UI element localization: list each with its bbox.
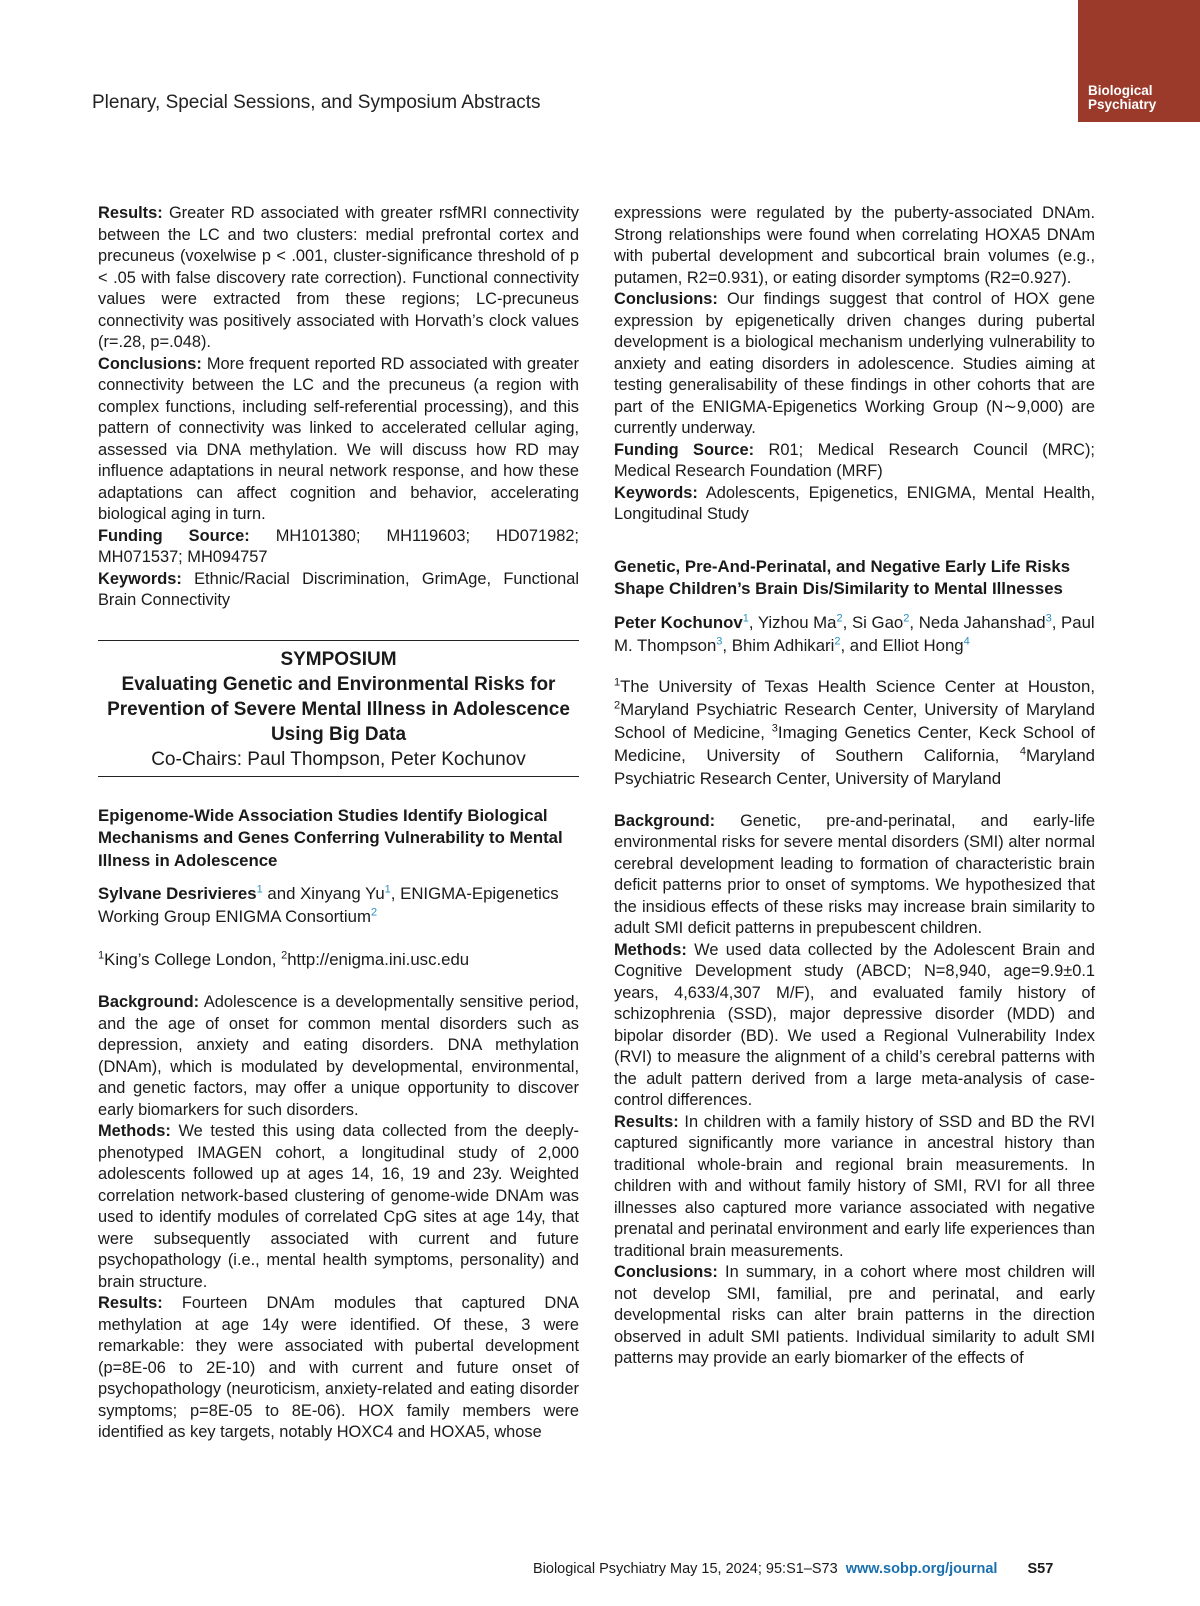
author-name: , Paul M. Thompson [614, 612, 1095, 655]
results-label: Results: [614, 1112, 679, 1131]
affil-sup: 1 [614, 675, 621, 688]
conclusions-text: More frequent reported RD associated with greater connectivity between the LC and the precuneus (a region with complex functions, including self-referential processing), and this pattern of connectivity was linked to accelerated cellular aging, assessed via DNA methylation. We will discuss how RD may influence adaptations in neural network response, and how these adaptations can affect cognition and behavior, accelerating biological aging in turn. [98, 354, 579, 523]
author-sup: 1 [742, 611, 749, 624]
author-name: , Yizhou Ma [748, 612, 837, 632]
results-paragraph [98, 1293, 579, 1444]
background-text: Adolescence is a developmentally sensitive period, and the age of onset for common mental disorders such as depression, anxiety and eating disorders. DNA methylation (DNAm), which is modulated by developmental, environmental, and genetic factors, may offer a unique opportunity to discover early biomarkers for such disorders. [98, 993, 579, 1119]
conclusions-text: In summary, in a cohort where most children will not develop SMI, familial, pre and perinatal, and early developmental risks can alter brain patterns in the direction observed in adult SMI patients. Individual similarity to adult SMI patterns may provide an early biomarker of the effects of [614, 1263, 1095, 1367]
author-group: , ENIGMA-Epigenetics Working Group ENIGMA Consortium [98, 884, 559, 926]
author-name: , Neda Jahanshad [909, 612, 1046, 632]
methods-label: Methods: [98, 1122, 171, 1140]
conclusions-paragraph [614, 1262, 1095, 1370]
author-list [614, 611, 1095, 657]
funding-label: Funding Source: [614, 440, 755, 459]
affil-text: http://enigma.ini.usc.edu [287, 950, 470, 969]
footer-citation: Biological Psychiatry May 15, 2024; 95:S1–S73 [533, 1561, 838, 1577]
author-sup: 4 [963, 634, 970, 647]
results-text: Greater RD associated with greater rsfMRI connectivity between the LC and two clusters: medial prefrontal cortex and precuneus (voxelwise p < .001, cluster-significance threshold of p < .05 with false discovery rate correction). Functional connectivity values were extracted from these regions; LC-precuneus connectivity was positively associated with Horvath’s clock values (r=.28, p=.048). [98, 204, 580, 351]
background-label: Background: [614, 811, 716, 830]
affil-text: Maryland Psychiatric Research Center, University of Maryland [614, 745, 1095, 788]
funding-text: MH101380; MH119603; HD071982; MH071537; MH094757 [98, 526, 579, 566]
journal-tab-line2: Psychiatry [1088, 97, 1157, 112]
abstract-title: Genetic, Pre-And-Perinatal, and Negative Early Life Risks Shape Children’s Brain Dis/Similarity to Mental Illnesses [614, 556, 1071, 598]
abstract-body [98, 992, 579, 1444]
author-name: , and Elliot Hong [840, 635, 964, 655]
methods-paragraph [614, 940, 1095, 1112]
symposium-chairs: Co-Chairs: Paul Thompson, Peter Kochunov [151, 748, 526, 770]
author-name: , Si Gao [842, 612, 904, 632]
affil-sup: 3 [771, 721, 778, 734]
funding-label: Funding Source: [98, 526, 250, 545]
results-text: In children with a family history of SSD and BD the RVI captured significantly more variance in ancestral history than traditional whole-brain and regional brain measurements. In children with and without family history of SMI, RVI for all three illnesses also captured more variance associated with negative prenatal and perinatal environment and early life experiences than traditional brain measurements. [614, 1112, 1095, 1260]
background-label: Background: [98, 993, 200, 1011]
author-sup: 2 [836, 611, 843, 624]
methods-label: Methods: [614, 940, 687, 959]
background-paragraph [98, 992, 579, 1121]
affil-sup: 2 [614, 698, 621, 711]
author-sup: 3 [716, 634, 723, 647]
conclusions-label: Conclusions: [614, 290, 718, 308]
affiliations [614, 675, 1095, 790]
keywords-label: Keywords: [98, 569, 182, 588]
right-column [614, 203, 1095, 1370]
conclusions-label: Conclusions: [98, 354, 202, 373]
author-name: Xinyang Yu [300, 884, 385, 903]
author-list [98, 882, 579, 928]
page-number: S57 [1027, 1561, 1054, 1577]
affil-text: Maryland Psychiatric Research Center, University of Maryland School of Medicine, [614, 699, 1095, 742]
running-head: Plenary, Special Sessions, and Symposium Abstracts [92, 92, 541, 113]
page-footer [533, 1561, 1053, 1577]
results-text: Fourteen DNAm modules that captured DNA methylation at age 14y were identified. Of these, 3 were remarkable: they were associated with pubertal development (p=8E-06 to 2E-10) and with current and future onset of psychopathology (neuroticism, anxiety-related and eating disorder symptoms; p=8E-05 to 8E-06). HOX family members were identified as key targets, notably HOXC4 and HOXA5, whose [98, 1294, 579, 1441]
keywords-text: Adolescents, Epigenetics, ENIGMA, Mental Health, Longitudinal Study [614, 483, 1095, 523]
methods-text: We tested this using data collected from the deeply-phenotyped IMAGEN cohort, a longitudinal study of 2,000 adolescents followed up at ages 14, 16, 19 and 23y. Weighted correlation network-based clustering of genome-wide DNAm was used to identify modules of correlated CpG sites at age 14y, that were subsequently associated with current and future psychopathology (i.e., mental health symptoms, personality) and brain structure. [98, 1122, 579, 1291]
results-paragraph [614, 1112, 1095, 1263]
affiliations [98, 948, 579, 971]
results-paragraph [98, 203, 579, 354]
author-name: Peter Kochunov [614, 612, 743, 632]
affil-sup: 4 [1019, 744, 1026, 757]
conclusions-text: Our findings suggest that control of HOX gene expression by epigenetically driven changes during pubertal development is a biological mechanism underlying vulnerability to anxiety and eating disorders in adolescence. Studies aiming at testing generalisability of these findings in other cohorts that are part of the ENIGMA-Epigenetics Working Group (N∼9,000) are currently underway. [614, 290, 1095, 437]
author-sup: 1 [256, 883, 263, 896]
conclusions-label: Conclusions: [614, 1263, 718, 1281]
results-label: Results: [98, 204, 163, 222]
keywords-label: Keywords: [614, 483, 698, 502]
author-sup: 2 [903, 611, 910, 624]
affil-text: The University of Texas Health Science Center at Houston, [620, 676, 1095, 696]
symposium-title: Evaluating Genetic and Environmental Risks for Prevention of Severe Mental Illness in Adolescence Using Big Data [107, 673, 570, 745]
keywords-paragraph [614, 483, 1095, 526]
author-sup: 2 [370, 906, 378, 919]
abstract-body [614, 811, 1095, 1370]
background-text: Genetic, pre-and-perinatal, and early-life environmental risks for severe mental disorders (SMI) alter normal cerebral development leading to formation of characteristic brain deficit patterns prior to onset of symptoms. We hypothesized that the insidious effects of these risks may increase brain similarity to adult SMI deficit patterns in prepubescent children. [614, 811, 1095, 937]
affil-text: Imaging Genetics Center, Keck School of Medicine, University of Southern California, [614, 722, 1095, 765]
conclusions-paragraph [98, 354, 579, 526]
affil-sup: 1 [98, 949, 105, 962]
author-name: , Bhim Adhikari [722, 635, 835, 655]
author-name: Sylvane Desrivieres [98, 884, 257, 903]
symposium-box [98, 640, 579, 777]
methods-paragraph [98, 1121, 579, 1293]
keywords-text: Ethnic/Racial Discrimination, GrimAge, Functional Brain Connectivity [98, 569, 579, 609]
funding-paragraph [98, 526, 579, 569]
author-sup: 2 [834, 634, 841, 647]
left-column [98, 203, 579, 1444]
affil-sup: 2 [281, 949, 288, 962]
funding-paragraph [614, 440, 1095, 483]
journal-tab-line1: Biological [1088, 83, 1153, 98]
journal-url-link[interactable]: www.sobp.org/journal [845, 1561, 998, 1577]
abstract-title: Epigenome-Wide Association Studies Identify Biological Mechanisms and Genes Conferring Vulnerability to Mental Illness in Adolescence [98, 805, 563, 870]
affil-text: King’s College London, [104, 950, 282, 969]
continued-paragraph: expressions were regulated by the puberty-associated DNAm. Strong relationships were found when correlating HOXA5 DNAm with pubertal development and subcortical brain volumes (e.g., putamen, R2=0.931), or eating disorder symptoms (R2=0.927). [614, 204, 1095, 287]
conclusions-paragraph [614, 289, 1095, 440]
background-paragraph [614, 811, 1095, 940]
funding-text: R01; Medical Research Council (MRC); Medical Research Foundation (MRF) [614, 440, 1095, 480]
results-label: Results: [98, 1294, 163, 1312]
journal-tab [1078, 0, 1200, 122]
author-sup: 1 [384, 883, 391, 896]
author-sup: 3 [1045, 611, 1052, 624]
author-sep: and [262, 884, 301, 903]
symposium-label: SYMPOSIUM [280, 648, 397, 670]
keywords-paragraph [98, 569, 579, 612]
methods-text: We used data collected by the Adolescent Brain and Cognitive Development study (ABCD; N=8,940, age=9.9±0.1 years, 4,633/4,307 M/F), and evaluated family history of schizophrenia (SSD), major depressive disorder (MDD) and bipolar disorder (BD). We used a Regional Vulnerability Index (RVI) to measure the alignment of a child’s cerebral patterns with the adult pattern derived from a large meta-analysis of case-control differences. [614, 940, 1095, 1109]
